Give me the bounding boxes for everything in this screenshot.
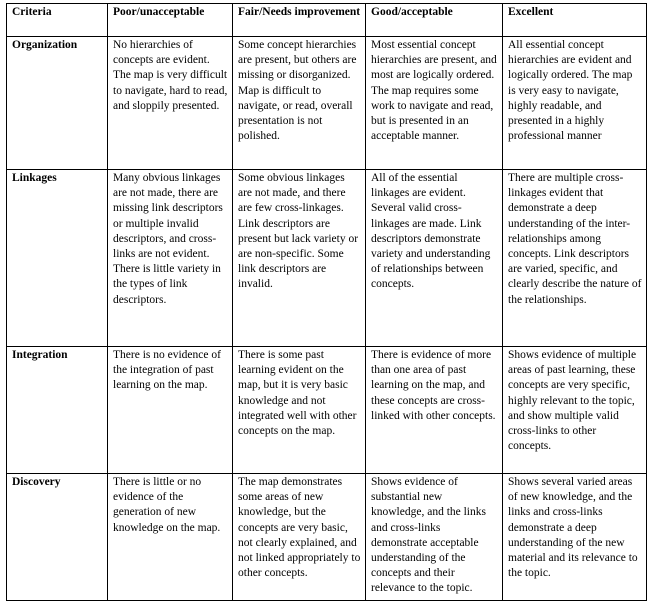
cell-organization-poor: No hierarchies of concepts are evident. The map is very difficult to navigate, hard to read, and sloppily presented. — [108, 37, 233, 170]
cell-discovery-excellent: Shows several varied areas of new knowledge, and the links and cross-links demonstrate a deep understanding of the new material and its relevance to the topic. — [503, 474, 647, 601]
cell-discovery-fair: The map demonstrates some areas of new knowledge, but the concepts are very basic, not clearly explained, and not linked appropriately to other concepts. — [233, 474, 366, 601]
cell-organization-good: Most essential concept hierarchies are present, and most are logically ordered. The map requires some work to navigate and read, but is presented in an acceptable manner. — [366, 37, 503, 170]
cell-linkages-good: All of the essential linkages are evident. Several valid cross-linkages are made. Link descriptors demonstrate variety and understanding of relationships between concepts. — [366, 170, 503, 347]
table-row — [7, 170, 647, 347]
criterion-integration: Integration — [7, 347, 108, 474]
cell-integration-poor: There is no evidence of the integration of past learning on the map. — [108, 347, 233, 474]
cell-discovery-good: Shows evidence of substantial new knowledge, and the links and cross-links demonstrate acceptable understanding of the concepts and their relevance to the topic. — [366, 474, 503, 601]
table-row — [7, 474, 647, 601]
cell-organization-fair: Some concept hierarchies are present, but others are missing or disorganized. Map is difficult to navigate, or read, overall presentation is not polished. — [233, 37, 366, 170]
table-row — [7, 37, 647, 170]
cell-organization-excellent: All essential concept hierarchies are evident and logically ordered. The map is very easy to navigate, highly readable, and presented in a highly professional manner — [503, 37, 647, 170]
cell-linkages-excellent: There are multiple cross-linkages evident that demonstrate a deep understanding of the inter-relationships among concepts. Link descriptors are varied, specific, and clearly describe the nature of the relationships. — [503, 170, 647, 347]
header-criteria: Criteria — [7, 4, 108, 37]
criterion-organization: Organization — [7, 37, 108, 170]
header-poor: Poor/unacceptable — [108, 4, 233, 37]
cell-discovery-poor: There is little or no evidence of the generation of new knowledge on the map. — [108, 474, 233, 601]
cell-integration-fair: There is some past learning evident on the map, but it is very basic knowledge and not integrated well with other concepts on the map. — [233, 347, 366, 474]
cell-integration-good: There is evidence of more than one area of past learning on the map, and these concepts are cross-linked with other concepts. — [366, 347, 503, 474]
criterion-linkages: Linkages — [7, 170, 108, 347]
cell-integration-excellent: Shows evidence of multiple areas of past learning, these concepts are very specific, highly relevant to the topic, and show multiple valid cross-links to other concepts. — [503, 347, 647, 474]
header-excellent: Excellent — [503, 4, 647, 37]
criterion-discovery: Discovery — [7, 474, 108, 601]
table-row — [7, 347, 647, 474]
cell-linkages-fair: Some obvious linkages are not made, and there are few cross-linkages. Link descriptors are present but lack variety or are non-specific. Some link descriptors are invalid. — [233, 170, 366, 347]
header-row — [7, 4, 647, 37]
header-fair: Fair/Needs improvement — [233, 4, 366, 37]
header-good: Good/acceptable — [366, 4, 503, 37]
rubric-table — [6, 3, 647, 601]
cell-linkages-poor: Many obvious linkages are not made, there are missing link descriptors or multiple invalid descriptors, and cross-links are not evident. There is little variety in the types of link descriptors. — [108, 170, 233, 347]
